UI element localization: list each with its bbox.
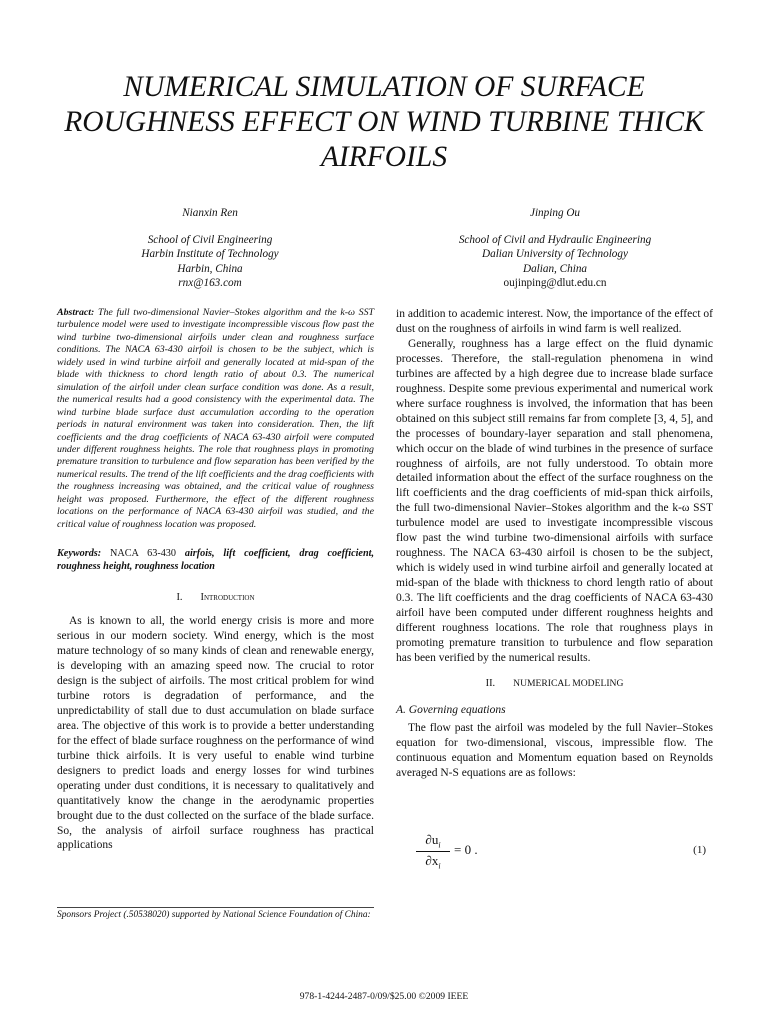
author-affiliation-line: School of Civil and Hydraulic Engineering [458, 233, 652, 246]
introduction-paragraph: As is known to all, the world energy crisis is more and more serious in our modern society. Wind energy, which is the most mature technology of so many kinds of clean and renewable energy, is developing with an amazing speed now. The crucial to rotor design is the subject of airfoils. The most critical problem for wind turbine rotors is degradation of performance, and the unpredictability of stall due to dust accumulation on blade surface area. The objective of this work is to provide a better understanding for the effect of blade surface roughness on the performance of wind turbine thick airfoils. It is very useful to enable wind turbine designers to predict loads and energy losses for wind turbines operating under dust conditions, it is necessary to qualitatively and quantitatively know the change in the aerodynamic properties brought due to the dust collected on the surface of the blade surface. So, the analysis of airfoil surface roughness has practical applications [57, 615, 374, 852]
footnote: Sponsors Project (.50538020) supported by National Science Foundation of China: [57, 907, 374, 921]
author-affiliation-line: Harbin Institute of Technology [141, 248, 279, 260]
section-number: II. [485, 677, 496, 689]
author-block-1 [100, 206, 320, 291]
author-block-2 [425, 206, 685, 291]
copyright-line: 978-1-4244-2487-0/09/$25.00 ©2009 IEEE [299, 991, 469, 1002]
keywords-text: airfois, lift coefficient, drag coefficient, roughness height, roughness location [57, 548, 374, 573]
author-affiliation-line: Harbin, China [177, 262, 243, 275]
keywords [57, 547, 374, 573]
equation-number: (1) [693, 844, 706, 856]
author-name: Jinping Ou [529, 207, 581, 219]
author-name: Nianxin Ren [182, 207, 238, 219]
section-heading-introduction [57, 591, 374, 605]
introduction-continued: in addition to academic interest. Now, the importance of the effect of dust on the roughness of airfoils in wind farm is well realized. [396, 308, 713, 335]
paper-title: NUMERICAL SIMULATION OF SURFACE ROUGHNESS EFFECT ON WIND TURBINE THICK AIRFOILS [64, 71, 704, 173]
abstract [57, 307, 374, 531]
numerator-subscript: i [438, 840, 441, 850]
keywords-plain: NACA 63-430 [110, 548, 176, 560]
author-affiliation-line: Dalian University of Technology [482, 248, 628, 260]
equation-rhs: = 0 . [454, 842, 478, 857]
author-affiliation-line: Dalian, China [522, 262, 588, 275]
section-heading-numerical-modeling [396, 677, 713, 691]
abstract-text: The full two-dimensional Navier–Stokes algorithm and the k-ω SST turbulence model were used to investigate incompressible viscous flow past the wind turbine two-dimensional airfoils under clean and roughness surface conditions. The NACA 63-430 airfoil is chosen to be the subject, which is widely used in wind turbine airfoil and generally located at mid-span of the blade with thickness to chord length ratio of about 0.3. The numerical simulation of the airfoil under clean surface condition was done. As a result, the numerical results had a good consistency with the experimental data. The wind turbine blade surface dust accumulation according to the operation periods in natural environment was taken into consideration. Then, the lift coefficients and the drag coefficients of NACA 63-430 airfoil were computed under different roughness heights. The role that roughness plays in promoting premature transition to turbulence and flow separation has been verified by the numerical results. The trend of the lift coefficients and the drag coefficients with the roughness increasing was obtained, and the critical value of roughness height was proposed. Furthermore, the effect of the different roughness locations on the performance of NACA 63-430 airfoil was studied, and the critical value of roughness location was proposed. [57, 307, 375, 530]
modeling-paragraph: The flow past the airfoil was modeled by the full Navier–Stokes equation for two-dimensional, viscous, impressible flow. The continuous equation and Momentum equation based on Reynolds averaged N-S equations are as follows: [396, 721, 713, 779]
subsection-heading: A. Governing equations [396, 703, 506, 716]
section-number: I. [176, 592, 183, 604]
abstract-label: Abstract: [57, 307, 95, 318]
equation-fraction [416, 832, 450, 870]
right-column [396, 307, 713, 781]
keywords-label: Keywords: [57, 548, 102, 560]
denominator-subscript: i [438, 861, 441, 871]
left-column [57, 307, 374, 853]
equation-numerator [416, 832, 450, 852]
numerator-symbol: ∂u [425, 832, 439, 847]
author-email: oujinping@dlut.edu.cn [503, 277, 607, 289]
author-email: rnx@163.com [178, 277, 242, 289]
section-title: NUMERICAL MODELING [513, 677, 624, 689]
author-affiliation-line: School of Civil Engineering [147, 233, 273, 246]
section-title: Introduction [200, 592, 255, 604]
equation-denominator [416, 852, 450, 871]
introduction-paragraph-2: Generally, roughness has a large effect on the fluid dynamic processes. Therefore, the stall-regulation phenomena in wind turbines are affected by a high degree due to increase blade surface roughness. Despite some previous experimental and numerical work where surface roughness is involved, the information that has been obtained on this subject still remains far from complete [3, 4, 5], and the processes of boundary-layer separation and stall phenomena, which occur on the blade of wind turbines in the presence of surface roughness of airfoils, are not fully understood. To obtain more detailed information about the effect of the surface roughness on the lift coefficients and the drag coefficients of mid-span thick airfoils, the full two-dimensional Navier–Stokes algorithm and the k-ω SST turbulence model are used to investigate incompressible viscous flow past the wind turbine two-dimensional airfoils with surface roughness. The NACA 63-430 airfoil is chosen to be the subject, which is widely used in wind turbine airfoil and generally located at mid-span of the blade with thickness to chord length ratio of about 0.3. The lift coefficients and the drag coefficients of NACA 63-430 airfoil have been computed under different roughness heights and different roughness locations. The role that roughness plays in promoting premature transition to turbulence and flow separation has been verified by the numerical results. [396, 337, 713, 664]
denominator-symbol: ∂x [425, 852, 439, 868]
equation-1 [416, 832, 706, 876]
